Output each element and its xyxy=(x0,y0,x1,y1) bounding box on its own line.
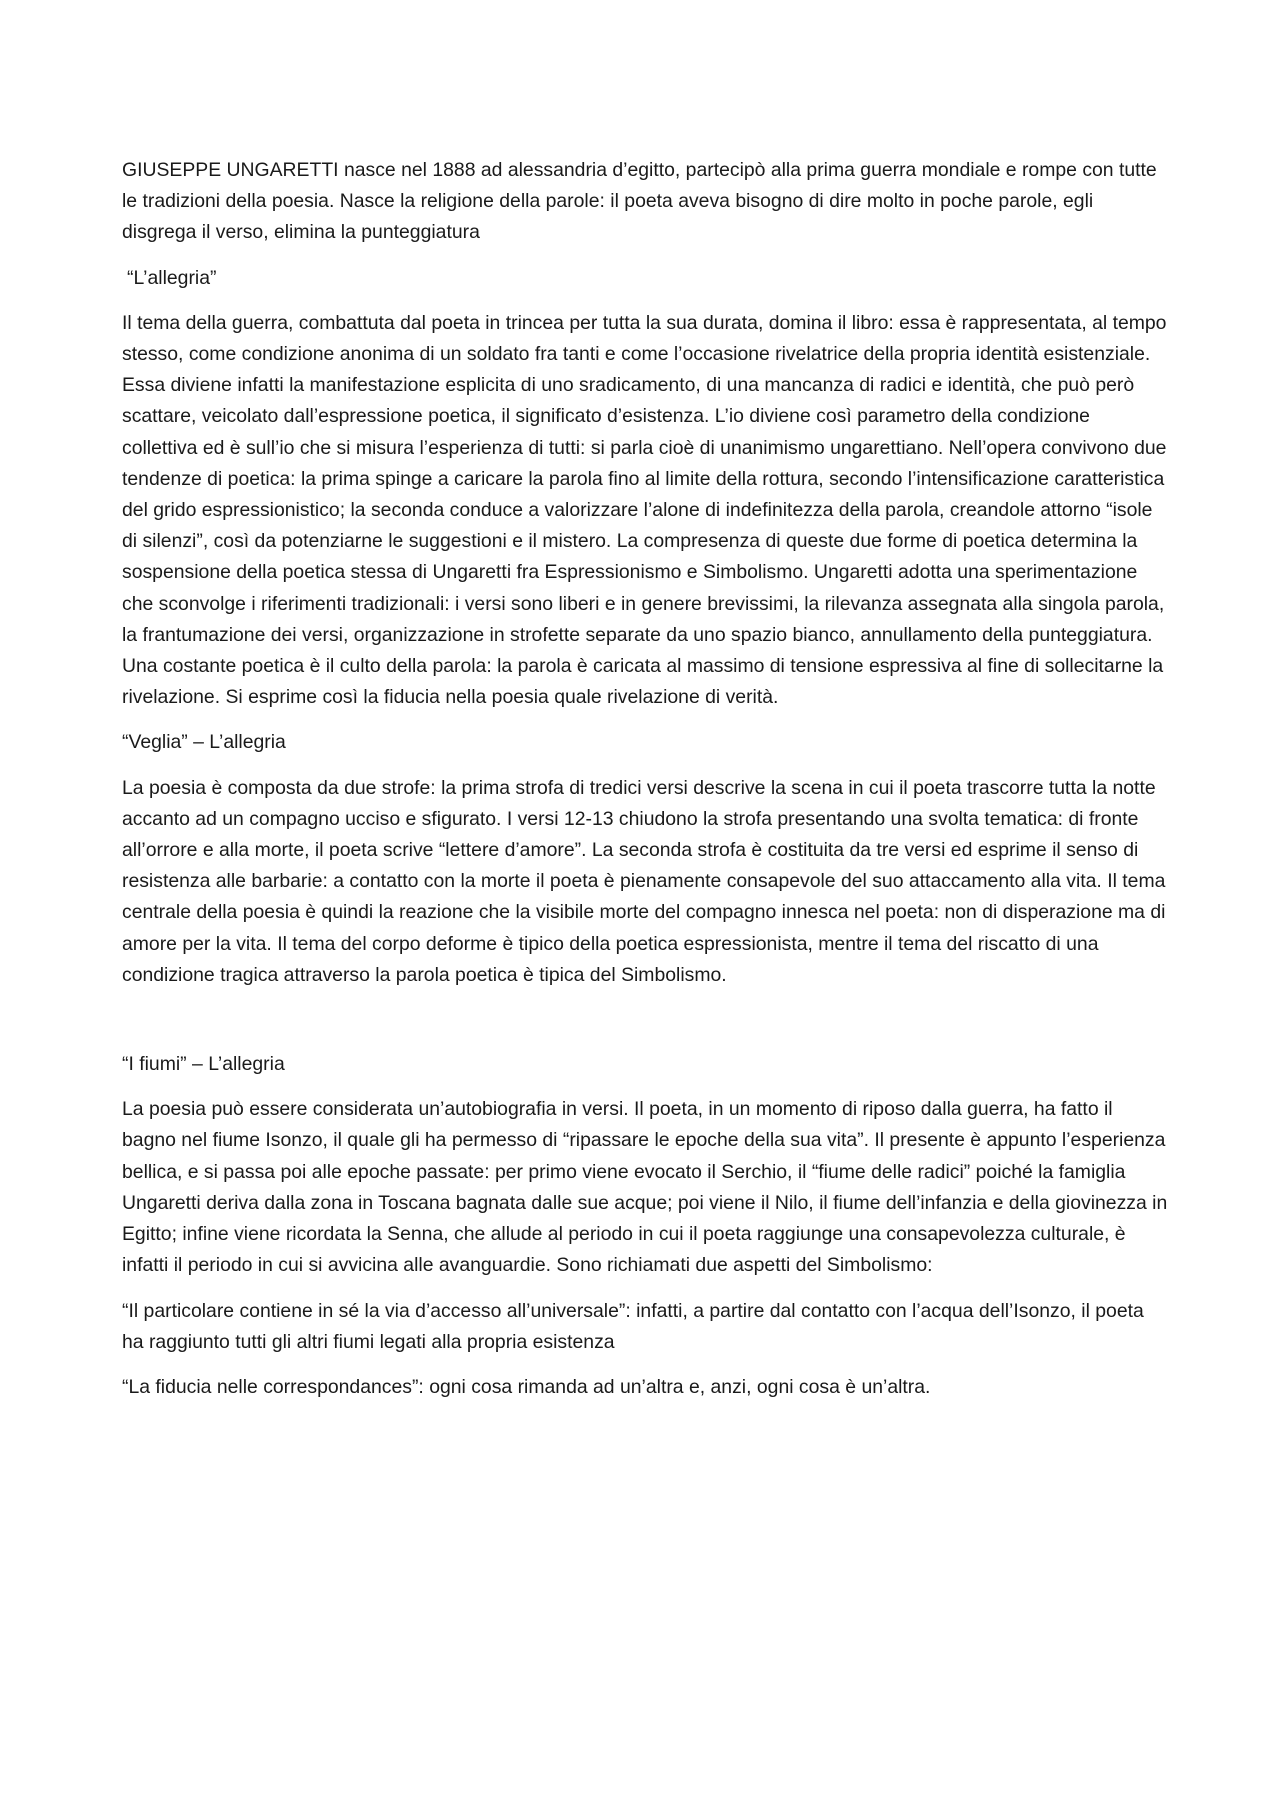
fiumi-point-correspondances: “La fiducia nelle correspondances”: ogni cosa rimanda ad un’altra e, anzi, ogni cosa è un’altra. xyxy=(122,1375,931,1398)
fiumi-point-universale: “Il particolare contiene in sé la via d’accesso all’universale”: infatti, a partire dal contatto con l’acqua dell’Isonzo, il poeta ha raggiunto tutti gli altri fiumi legati alla propria esistenza xyxy=(122,1299,1144,1353)
intro-paragraph: GIUSEPPE UNGARETTI nasce nel 1888 ad alessandria d’egitto, partecipò alla prima guerra mondiale e rompe con tutte le tradizioni della poesia. Nasce la religione della parole: il poeta aveva bisogno di dire molto in poche parole, egli disgrega il verso, elimina la punteggiatura xyxy=(122,159,1157,244)
blank-space xyxy=(122,1005,1168,1049)
document-page xyxy=(122,155,1168,1417)
fiumi-paragraph: La poesia può essere considerata un’autobiografia in versi. Il poeta, in un momento di riposo dalla guerra, ha fatto il bagno nel fiume Isonzo, il quale gli ha permesso di “ripassare le epoche della sua vita”. Il presente è appunto l’esperienza bellica, e si passa poi alle epoche passate: per primo viene evocato il Serchio, il “fiume delle radici” poiché la famiglia Ungaretti deriva dalla zona in Toscana bagnata dalle sue acque; poi viene il Nilo, il fiume dell’infanzia e della giovinezza in Egitto; infine viene ricordata la Senna, che allude al periodo in cui il poeta raggiunge una consapevolezza culturale, è infatti il periodo in cui si avvicina alle avanguardie. Sono richiamati due aspetti del Simbolismo: xyxy=(122,1098,1168,1277)
veglia-paragraph: La poesia è composta da due strofe: la prima strofa di tredici versi descrive la scena in cui il poeta trascorre tutta la notte accanto ad un compagno ucciso e sfigurato. I versi 12-13 chiudono la strofa presentando una svolta tematica: di fronte all’orrore e alla morte, il poeta scrive “lettere d’amore”. La seconda strofa è costituita da tre versi ed esprime il senso di resistenza alle barbarie: a contatto con la morte il poeta è pienamente consapevole del suo attaccamento alla vita. Il tema centrale della poesia è quindi la reazione che la visibile morte del compagno innesca nel poeta: non di disperazione ma di amore per la vita. Il tema del corpo deforme è tipico della poetica espressionista, mentre il tema del riscatto di una condizione tragica attraverso la parola poetica è tipica del Simbolismo. xyxy=(122,776,1166,986)
section-title-veglia: “Veglia” – L’allegria xyxy=(122,731,286,754)
allegria-paragraph: Il tema della guerra, combattuta dal poeta in trincea per tutta la sua durata, domina il libro: essa è rappresentata, al tempo stesso, come condizione anonima di un soldato fra tanti e come l’occasione rivelatrice della propria identità esistenziale. Essa diviene infatti la manifestazione esplicita di uno sradicamento, di una mancanza di radici e identità, che può però scattare, veicolato dall’espressione poetica, il significato d’esistenza. L’io diviene così parametro della condizione collettiva ed è sull’io che si misura l’esperienza di tutti: si parla cioè di unanimismo ungarettiano. Nell’opera convivono due tendenze di poetica: la prima spinge a caricare la parola fino al limite della rottura, secondo l’intensificazione caratteristica del grido espressionistico; la seconda conduce a valorizzare l’alone di indefinitezza della parola, creandole attorno “isole di silenzi”, così da potenziarne le suggestioni e il mistero. La compresenza di queste due forme di poetica determina la sospensione della poetica stessa di Ungaretti fra Espressionismo e Simbolismo. Ungaretti adotta una sperimentazione che sconvolge i riferimenti tradizionali: i versi sono liberi e in genere brevissimi, la rilevanza assegnata alla singola parola, la frantumazione dei versi, organizzazione in strofette separate da uno spazio bianco, annullamento della punteggiatura. Una costante poetica è il culto della parola: la parola è caricata al massimo di tensione espressiva al fine di sollecitarne la rivelazione. Si esprime così la fiducia nella poesia quale rivelazione di verità. xyxy=(122,311,1167,709)
section-title-fiumi: “I fiumi” – L’allegria xyxy=(122,1053,285,1076)
section-title-allegria: “L’allegria” xyxy=(127,266,217,289)
